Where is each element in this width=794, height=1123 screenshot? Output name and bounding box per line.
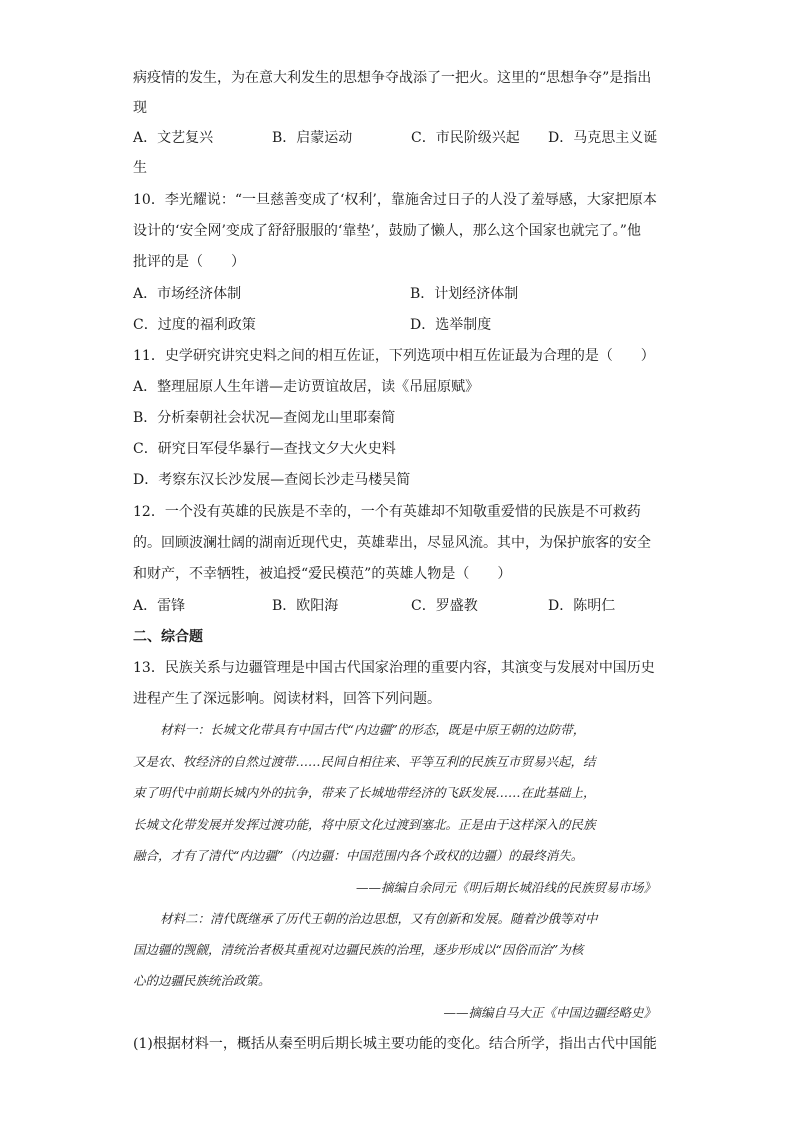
option-a: A．整理屈原人生年谱—走访贾谊故居，读《吊屈原赋》 [133, 379, 480, 395]
question-11-line: 11．史学研究讲究史料之间的相互佐证，下列选项中相互佐证最为合理的是（ ） [133, 348, 655, 364]
option-c: C．过度的福利政策 [133, 317, 256, 333]
material-1-line: 束了明代中前期长城内外的抗争，带来了长城地带经济的飞跃发展……在此基础上， [133, 785, 596, 800]
material-2-source: ——摘编自马大正《中国边疆经略史》 [443, 1005, 656, 1020]
material-1-source: ——摘编自余同元《明后期长城沿线的民族贸易市场》 [355, 880, 656, 895]
paragraph-line: 现 [133, 100, 147, 116]
option-b: B．分析秦朝社会状况—查阅龙山里耶秦简 [133, 410, 396, 426]
question-10-line: 设计的‘安全网’变成了舒舒服服的‘靠垫’，鼓励了懒人，那么这个国家也就完了。”他 [133, 223, 641, 239]
material-2-line: 材料二：清代既继承了历代王朝的治边思想，又有创新和发展。随着沙俄等对中 [160, 911, 598, 926]
option-d: D．陈明仁 [548, 598, 616, 614]
material-2-line: 心的边疆民族统治政策。 [133, 973, 271, 988]
option-c: C．市民阶级兴起 [411, 130, 520, 146]
question-13-line: 13．民族关系与边疆管理是中国古代国家治理的重要内容，其演变与发展对中国历史 [133, 660, 655, 676]
question-10-line: 10．李光耀说：“一旦慈善变成了‘权利’，靠施舍过日子的人没了羞辱感，大家把原本 [133, 192, 657, 208]
material-1-line: 融合，才有了清代“内边疆”（内边疆：中国范围内各个政权的边疆）的最终消失。 [133, 848, 584, 863]
material-1-line: 又是农、牧经济的自然过渡带……民间自相往来、平等互利的民族互市贸易兴起，结 [133, 754, 596, 769]
option-a: A．雷锋 [133, 598, 186, 614]
question-12-line: 和财产，不幸牺牲，被追授“爱民模范”的英雄人物是（ ） [133, 566, 512, 582]
material-1-line: 材料一：长城文化带具有中国古代“内边疆”的形态，既是中原王朝的边防带， [160, 722, 586, 737]
question-12-line: 的。回顾波澜壮阔的湖南近现代史，英雄辈出，尽显风流。其中，为保护旅客的安全 [133, 535, 651, 551]
option-d-continued: 生 [133, 160, 147, 176]
material-1-line: 长城文化带发展并发挥过渡功能，将中原文化过渡到塞北。正是由于这样深入的民族 [133, 817, 596, 832]
option-b: B．计划经济体制 [410, 286, 519, 302]
option-b: B．欧阳海 [272, 598, 339, 614]
option-a: A．市场经济体制 [133, 286, 242, 302]
paragraph-line: 病疫情的发生，为在意大利发生的思想争夺战添了一把火。这里的“思想争夺”是指出 [133, 70, 652, 86]
section-title: 二、综合题 [133, 629, 203, 645]
option-b: B．启蒙运动 [272, 130, 353, 146]
question-13-line: 进程产生了深远影响。阅读材料，回答下列问题。 [133, 691, 441, 707]
option-d: D．马克思主义诞 [548, 130, 658, 146]
option-c: C．研究日军侵华暴行—查找文夕大火史料 [133, 441, 396, 457]
option-a: A．文艺复兴 [133, 130, 214, 146]
option-d: D．选举制度 [410, 317, 492, 333]
option-c: C．罗盛教 [411, 598, 478, 614]
question-12-line: 12．一个没有英雄的民族是不幸的，一个有英雄却不知敬重爱惜的民族是不可救药 [133, 504, 641, 520]
question-10-line: 批评的是（ ） [133, 254, 245, 270]
sub-question-1: (1)根据材料一，概括从秦至明后期长城主要功能的变化。结合所学，指出古代中国能 [133, 1036, 657, 1052]
option-d: D．考察东汉长沙发展—查阅长沙走马楼吴简 [133, 472, 411, 488]
material-2-line: 国边疆的觊觎，清统治者极其重视对边疆民族的治理，逐步形成以“因俗而治”为核 [133, 942, 584, 957]
